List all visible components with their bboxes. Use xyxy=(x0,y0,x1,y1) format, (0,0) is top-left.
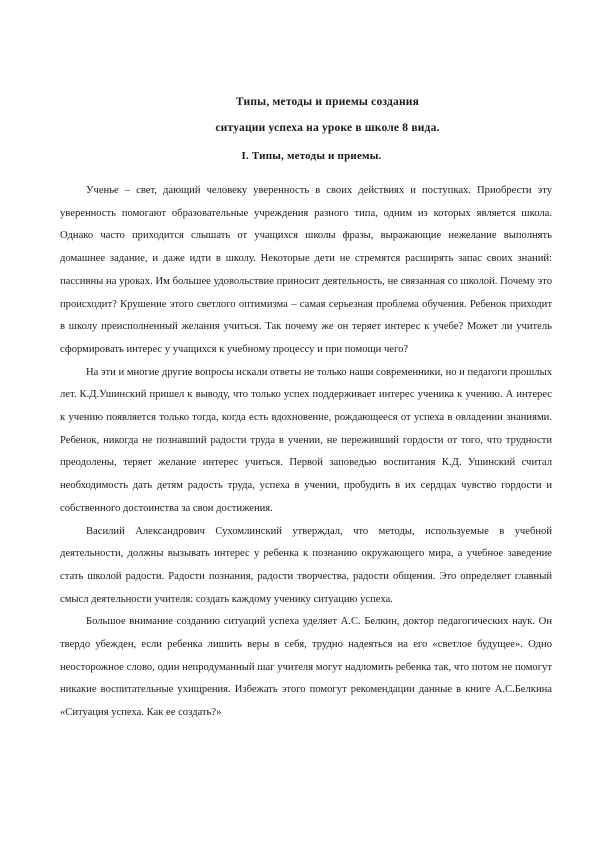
document-body xyxy=(60,180,552,725)
paragraph-2: На эти и многие другие вопросы искали ответы не только наши современники, но и педагоги прошлых лет. К.Д.Ушинский пришел к выводу, что только успех поддерживает интерес ученика к учению. А интерес к учению появляется только тогда, когда есть вдохновение, рождающееся от успеха в овладении знаниями. Ребенок, никогда не познавший радости труда в учении, не переживший гордости от того, что трудности преодолены, теряет желание интерес учиться. Первой заповедью воспитания К.Д. Ушинский считал необходимость дать детям радость труда, успеха в учении, пробудить в их сердцах чувство гордости и собственного достоинства за свои достижения. xyxy=(60,366,552,514)
paragraph-1: Ученье – свет, дающий человеку уверенность в своих действиях и поступках. Приобрести эту уверенность помогают образовательные учреждения разного типа, одним из которых является школа. Однако часто приходится слышать от учащихся школы фразы, выражающие нежелание выполнять домашнее задание, и даже идти в школу. Некоторые дети не стремятся расширять запас своих знаний: пассивны на уроках. Им большее удовольствие приносит деятельность, не связанная со школой. Почему это происходит? Крушение этого светлого оптимизма – самая серьезная проблема обучения. Ребенок приходит в школу преисполненный желания учиться. Так почему же он теряет интерес к учебе? Может ли учитель сформировать интерес у учащихся к учебному процессу и при помощи чего? xyxy=(60,185,552,355)
document-title-line-2: ситуации успеха на уроке в школе 8 вида. xyxy=(215,122,440,134)
section-heading: I. Типы, методы и приемы. xyxy=(241,150,382,162)
paragraph-4: Большое внимание созданию ситуаций успеха уделяет А.С. Белкин, доктор педагогических наук. Он твердо убежден, если ребенка лишить веры в себя, трудно надеяться на его «светлое будущее». Одно неосторожное слово, один непродуманный шаг учителя могут надломить ребенка так, что потом не помогут никакие воспитательные ухищрения. Избежать этого помогут рекомендации данные в книге А.С.Белкина «Ситуация успеха. Как ее создать?» xyxy=(60,616,552,719)
document-title-line-1: Типы, методы и приемы создания xyxy=(235,96,420,108)
paragraph-3: Василий Александрович Сухомлинский утверждал, что методы, используемые в учебной деятельности, должны вызывать интерес у ребенка к познанию окружающего мира, а учебное заведение стать школой радости. Радости познания, радости творчества, радости общения. Это определяет главный смысл деятельности учителя: создать каждому ученику ситуацию успеха. xyxy=(60,525,552,605)
